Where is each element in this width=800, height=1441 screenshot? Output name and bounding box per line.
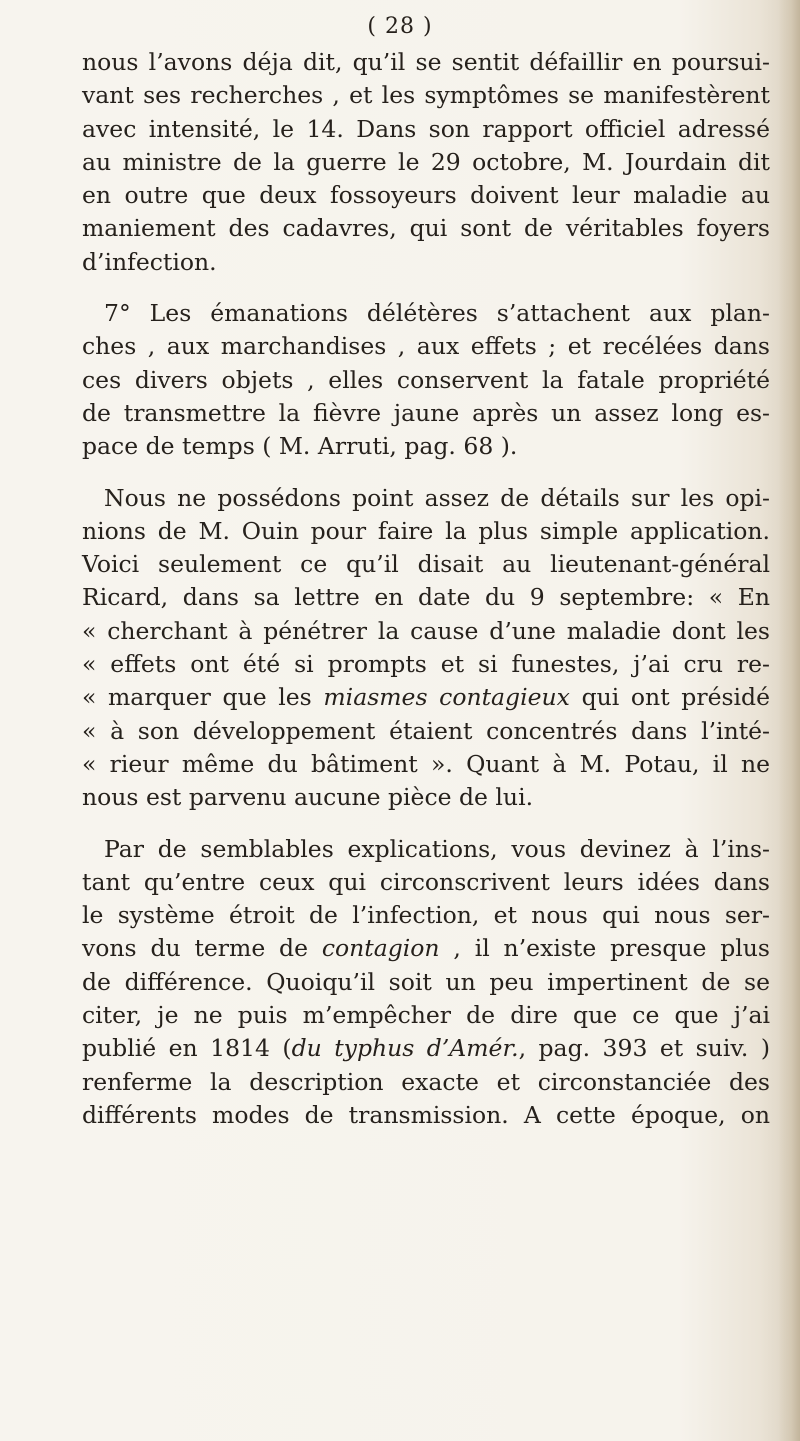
text-line: en outre que deux fossoyeurs doivent leur maladie au	[82, 181, 770, 210]
text-run: publié en 1814 (	[82, 1034, 292, 1063]
paragraph-4	[82, 833, 770, 1133]
text-line	[82, 932, 770, 965]
text-line: ches , aux marchandises , aux effets ; et recélées dans	[82, 332, 770, 361]
text-run: , il n’existe presque plus	[439, 934, 770, 963]
text-line: tant qu’entre ceux qui circonscrivent leurs idées dans	[82, 867, 770, 896]
text-line: Voici seulement ce qu’il disait au lieutenant-général	[82, 550, 770, 579]
text-line: différents modes de transmission. A cette époque, on	[82, 1100, 770, 1129]
text-line: 7° Les émanations délétères s’attachent aux plan-	[104, 299, 770, 328]
paragraph-2	[82, 297, 770, 463]
text-line: « à son développement étaient concentrés dans l’inté-	[82, 716, 770, 745]
italic-phrase: contagion	[321, 934, 440, 963]
text-line: « cherchant à pénétrer la cause d’une maladie dont les	[82, 616, 770, 645]
text-line	[82, 681, 770, 714]
page-number: ( 28 )	[367, 14, 433, 39]
text-line: nions de M. Ouin pour faire la plus simple application.	[82, 516, 770, 545]
paragraph-1	[82, 46, 770, 279]
text-line: maniement des cadavres, qui sont de véritables foyers	[82, 214, 770, 243]
text-run: vons du terme de	[82, 934, 322, 963]
paragraph-3	[82, 482, 770, 815]
text-line: renferme la description exacte et circonstanciée des	[82, 1067, 770, 1096]
text-line: le système étroit de l’infection, et nous qui nous ser-	[82, 901, 770, 930]
text-run: qui ont présidé	[569, 683, 770, 712]
page-edge-shadow	[778, 0, 800, 1441]
text-body	[82, 46, 770, 1132]
text-line: « rieur même du bâtiment ». Quant à M. Potau, il ne	[82, 749, 770, 778]
text-line: Nous ne possédons point assez de détails sur les opi-	[104, 483, 770, 512]
text-run: « marquer que les	[82, 683, 324, 712]
italic-phrase: miasmes contagieux	[323, 683, 570, 712]
text-run: , pag. 393 et suiv. )	[518, 1034, 770, 1063]
text-line: nous est parvenu aucune pièce de lui.	[82, 783, 534, 812]
text-line	[82, 1032, 770, 1065]
text-line: nous l’avons déja dit, qu’il se sentit défaillir en poursui-	[82, 48, 770, 76]
text-line: de transmettre la fièvre jaune après un assez long es-	[82, 398, 770, 427]
text-line: pace de temps ( M. Arruti, pag. 68 ).	[82, 432, 518, 461]
text-line: Par de semblables explications, vous devinez à l’ins-	[104, 834, 770, 863]
text-line: ces divers objets , elles conservent la fatale propriété	[82, 365, 770, 394]
text-line: « effets ont été si prompts et si funestes, j’ai cru re-	[82, 650, 770, 679]
text-line: d’infection.	[82, 247, 217, 276]
text-line: citer, je ne puis m’empêcher de dire que ce que j’ai	[82, 1001, 770, 1030]
text-line: Ricard, dans sa lettre en date du 9 septembre: « En	[82, 583, 770, 612]
text-line: vant ses recherches , et les symptômes se manifestèrent	[82, 81, 770, 110]
text-line: de différence. Quoiqu’il soit un peu impertinent de se	[82, 967, 770, 996]
italic-phrase: du typhus d’Amér.	[291, 1034, 519, 1063]
text-line: avec intensité, le 14. Dans son rapport officiel adressé	[82, 114, 770, 143]
text-line: au ministre de la guerre le 29 octobre, M. Jourdain dit	[82, 147, 770, 176]
